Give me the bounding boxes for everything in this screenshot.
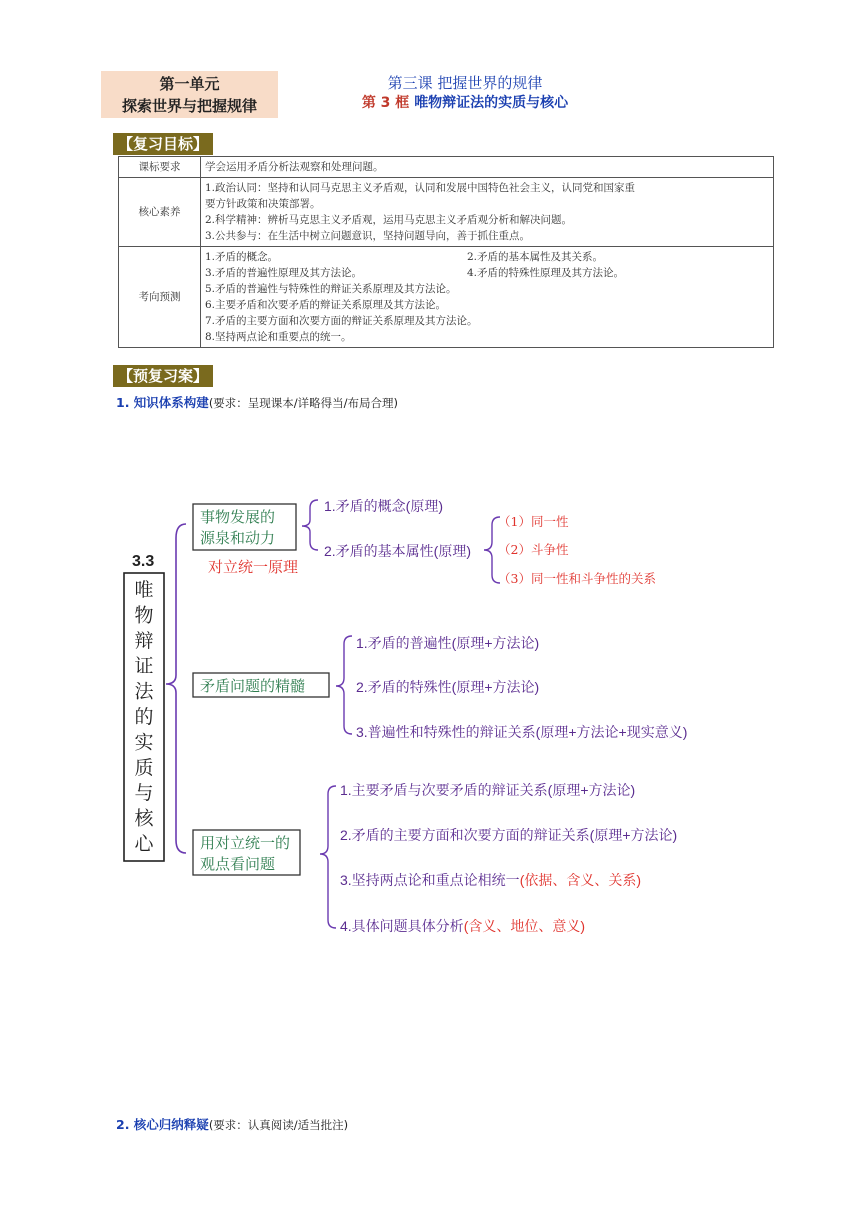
table-row [119, 157, 774, 178]
branch-item: 3.普遍性和特殊性的辩证关系(原理+方法论+现实意义) [356, 724, 688, 740]
item-main: 4.具体问题具体分析 [340, 918, 464, 934]
content-line: 7.矛盾的主要方面和次要方面的辩证关系原理及其方法论。 [205, 315, 478, 327]
root-char: 的 [134, 707, 154, 728]
review-goals-table [118, 156, 774, 348]
frame-heading [280, 93, 650, 113]
sub-item: （1）同一性 [498, 514, 569, 529]
mindmap-number: 3.3 [132, 553, 155, 570]
root-char: 心 [134, 834, 154, 855]
row-content [201, 247, 774, 348]
mindmap-root-text [134, 579, 154, 855]
sub-item: （2）斗争性 [498, 542, 569, 557]
table-row [119, 247, 774, 348]
root-char: 证 [134, 656, 154, 678]
branch-item: 2.矛盾的主要方面和次要方面的辩证关系(原理+方法论) [340, 827, 678, 843]
item-extra: (依据、含义、关系) [519, 872, 642, 888]
branch-item [340, 918, 585, 934]
branch-item: 1.矛盾的概念(原理) [324, 498, 443, 514]
branch-label: 矛盾问题的精髓 [200, 678, 306, 695]
root-char: 法 [134, 681, 154, 703]
knowledge-mindmap [0, 480, 860, 950]
section2-title: 2. 核心归纳释疑 [116, 1117, 209, 1132]
root-brace [166, 524, 186, 853]
row-header: 核心素养 [119, 178, 201, 247]
unit-number: 第一单元 [159, 75, 220, 93]
branch-label: 观点看问题 [200, 856, 276, 873]
branch-item: 2.矛盾的特殊性(原理+方法论) [356, 679, 540, 695]
branch-label: 用对立统一的 [200, 835, 291, 852]
section1-heading [116, 393, 398, 411]
branch-brace [302, 500, 318, 550]
root-char: 唯 [134, 580, 154, 601]
branch-item: 1.矛盾的普遍性(原理+方法论) [356, 635, 540, 651]
lesson-title: 第三课 把握世界的规律 [387, 74, 543, 92]
branch-note: 对立统一原理 [208, 559, 299, 576]
content-line: 8.坚持两点论和重要点的统一。 [205, 331, 352, 343]
root-char: 质 [134, 757, 154, 779]
content-line: 5.矛盾的普遍性与特殊性的辩证关系原理及其方法论。 [205, 283, 457, 295]
unit-title-box [101, 71, 278, 118]
lesson-heading [280, 73, 650, 113]
section2-heading [116, 1115, 348, 1133]
content-line: 要方针政策和决策部署。 [205, 198, 321, 210]
item-main: 3.坚持两点论和重点论相统一 [340, 872, 520, 888]
branch-brace [336, 636, 352, 734]
content-line: 学会运用矛盾分析法观察和处理问题。 [205, 161, 384, 173]
root-char: 实 [134, 732, 154, 754]
unit-name: 探索世界与把握规律 [121, 97, 257, 115]
table-row [119, 178, 774, 247]
frame-title: 唯物辩证法的实质与核心 [414, 95, 569, 111]
root-char: 辩 [134, 630, 154, 652]
content-line: 1.政治认同：坚持和认同马克思主义矛盾观，认同和发展中国特色社会主义，认同党和国家重 [205, 182, 636, 194]
branch-brace [320, 786, 336, 928]
item-extra: (含义、地位、意义) [463, 918, 586, 934]
branch-item: 1.主要矛盾与次要矛盾的辩证关系(原理+方法论) [340, 782, 636, 798]
section1-title: 1. 知识体系构建 [116, 395, 209, 410]
content-line: 4.矛盾的特殊性原理及其方法论。 [467, 267, 625, 279]
section2-requirement: (要求：认真阅读/适当批注) [208, 1118, 349, 1132]
content-line: 6.主要矛盾和次要矛盾的辩证关系原理及其方法论。 [205, 299, 447, 311]
branch-label: 事物发展的 [200, 509, 276, 526]
root-char: 与 [134, 783, 154, 805]
row-content [201, 157, 774, 178]
preview-tag: 【预复习案】 [113, 365, 213, 387]
frame-number: 第 3 框 [361, 95, 410, 111]
content-line: 3.公共参与：在生活中树立问题意识，坚持问题导向，善于抓住重点。 [205, 230, 531, 242]
content-line: 2.科学精神：辨析马克思主义矛盾观，运用马克思主义矛盾观分析和解决问题。 [205, 214, 573, 226]
section1-requirement: (要求：呈现课本/详略得当/布局合理) [208, 396, 399, 410]
prediction-grid [205, 249, 769, 281]
content-line: 1.矛盾的概念。 [205, 251, 279, 263]
root-char: 核 [134, 808, 154, 830]
sub-item: （3）同一性和斗争性的关系 [498, 571, 656, 586]
branch-item: 2.矛盾的基本属性(原理) [324, 543, 471, 559]
content-line: 3.矛盾的普遍性原理及其方法论。 [205, 267, 363, 279]
content-line: 2.矛盾的基本属性及其关系。 [467, 251, 604, 263]
branch-label: 源泉和动力 [200, 530, 276, 547]
row-content [201, 178, 774, 247]
review-goals-tag: 【复习目标】 [113, 133, 213, 155]
row-header: 课标要求 [119, 157, 201, 178]
row-header: 考向预测 [119, 247, 201, 348]
branch-item [340, 872, 641, 888]
root-char: 物 [134, 605, 154, 627]
